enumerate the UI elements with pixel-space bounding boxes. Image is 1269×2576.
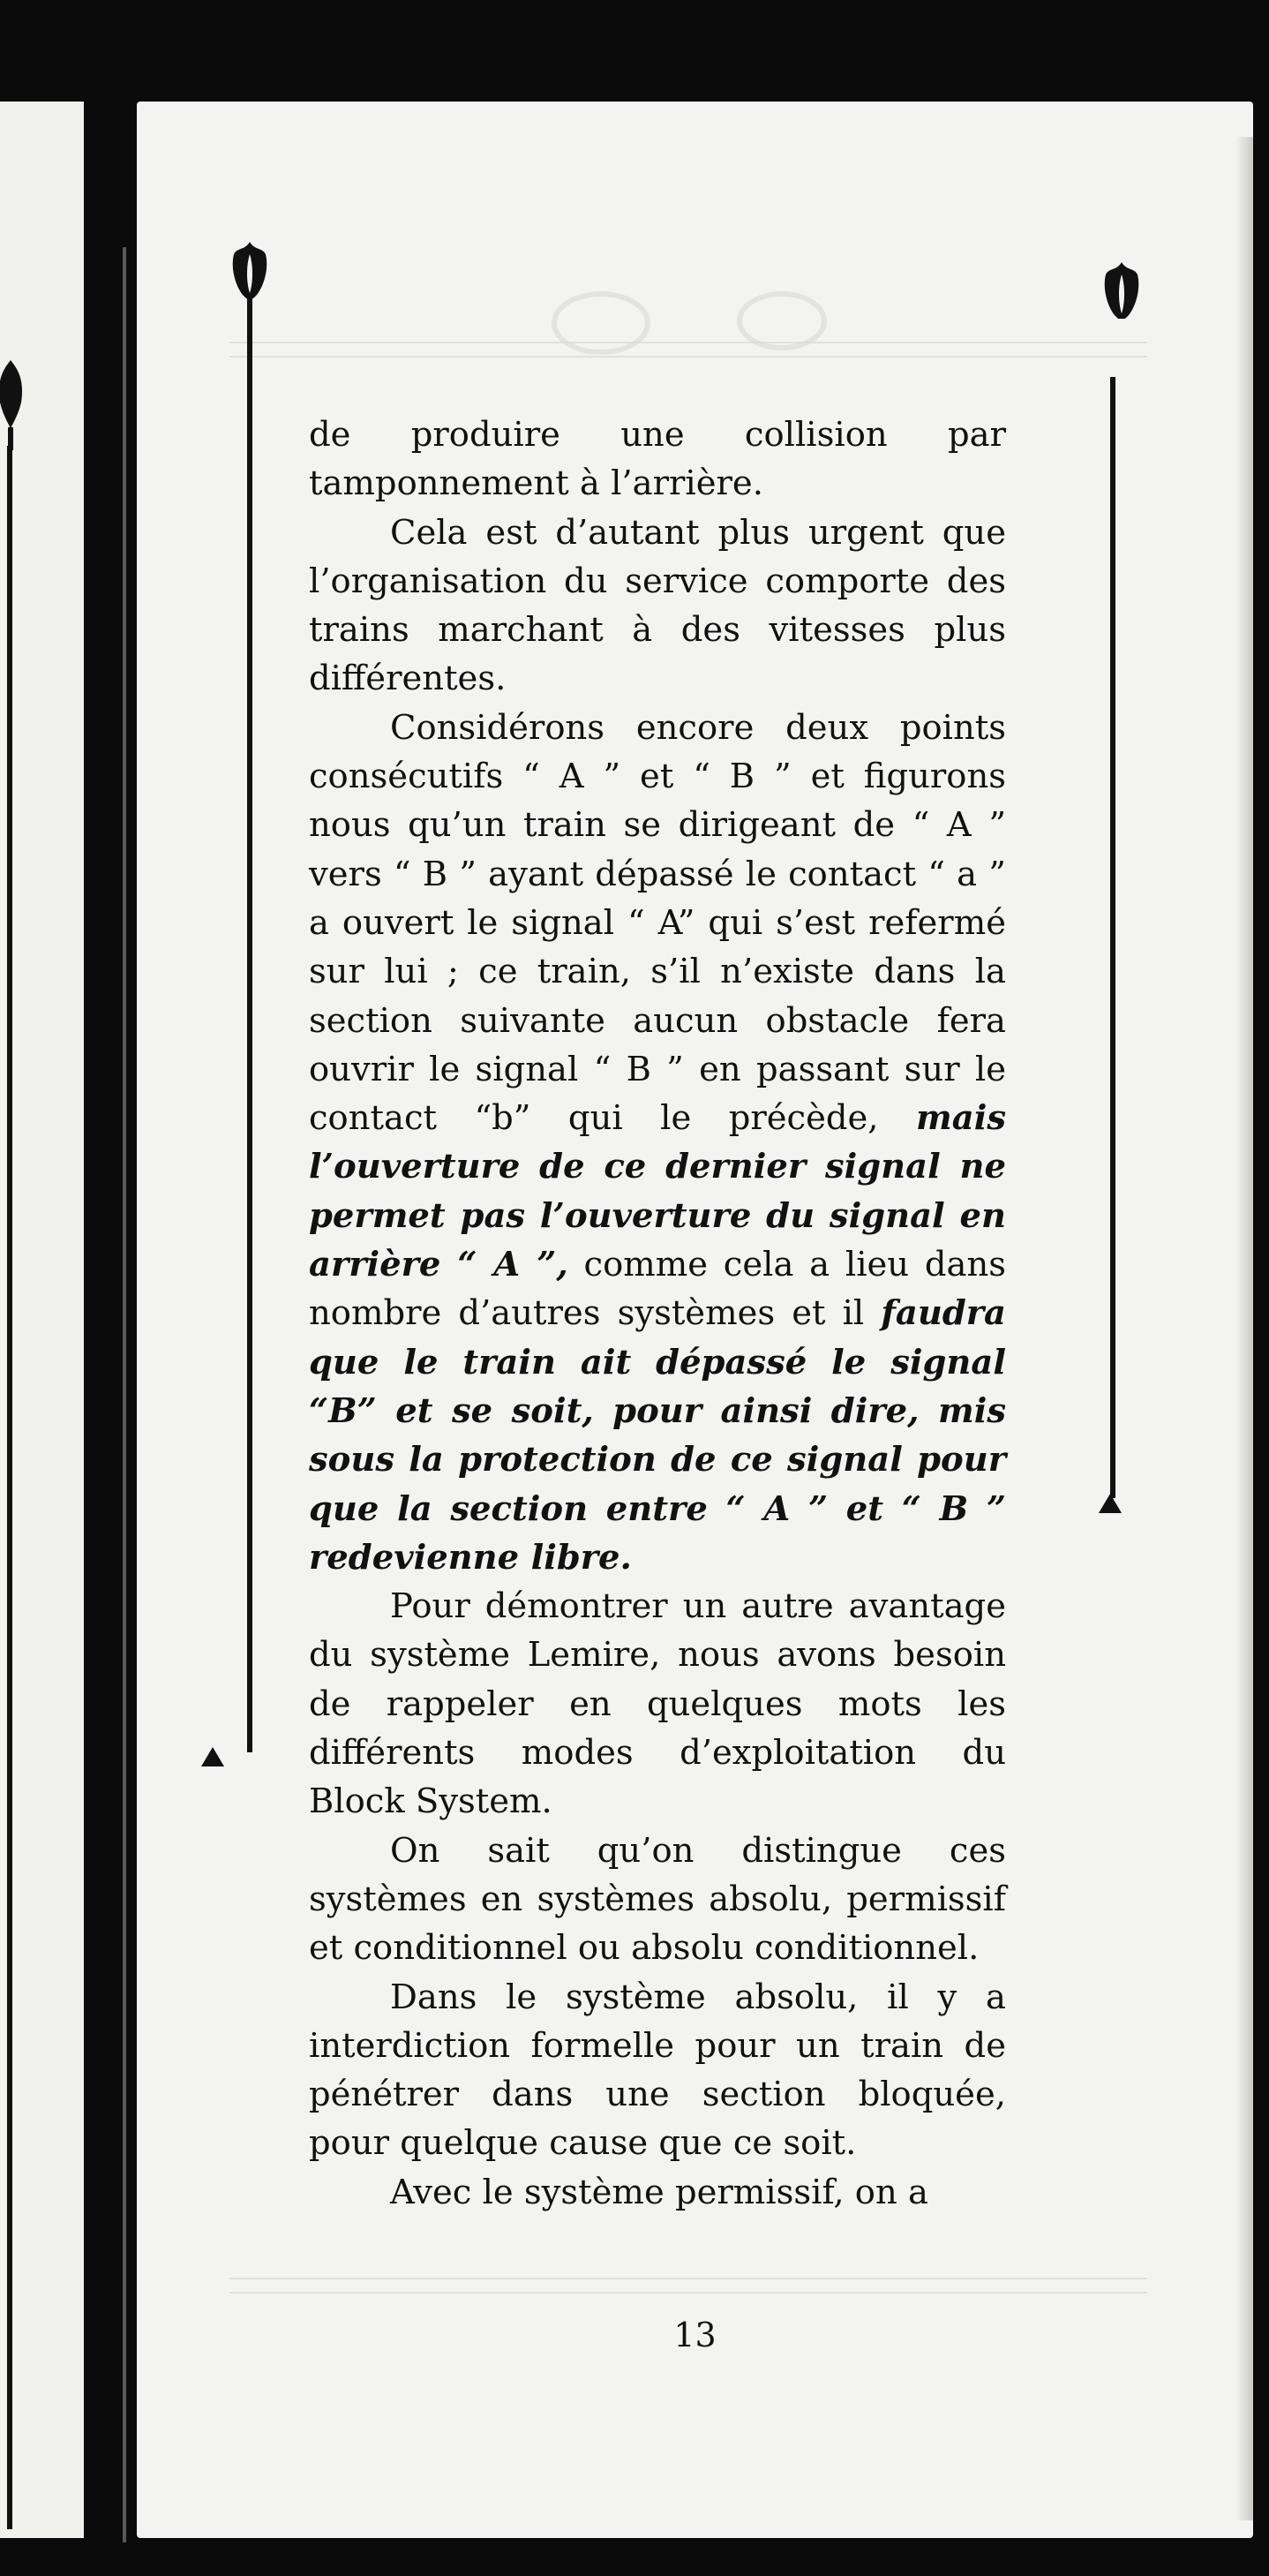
text-run: comme cela a lieu dans nombre d’autres systèmes et il — [309, 1245, 1006, 1334]
text-run: de produire une collision par tamponnement à l’arrière. — [309, 415, 1006, 504]
text-run: Dans le système absolu, il y a interdiction formelle pour un train de pénétrer dans une section bloquée, pour quelque cause que ce soit. — [309, 1977, 1006, 2164]
left-border-rule — [247, 318, 252, 1752]
text-run: Considérons encore deux points consécutifs “ A ” et “ B ” et figurons nous qu’un train se dirigeant de “ A ” vers “ B ” ayant dépassé le contact “ a ” a ouvert le signal “ A” qui s’est refermé sur lui ; ce train, s’il n’existe dans la section suivante aucun obstacle fera ouvrir le signal “ B ” en passant sur le contact “b” qui le précède, — [309, 707, 1006, 1139]
text-run: On sait qu’on distingue ces systèmes en systèmes absolu, permissif et conditionnel ou absolu conditionnel. — [309, 1830, 1006, 1969]
emphasized-text: mais l’ouverture de ce dernier signal ne permet pas l’ouverture du signal en arrière “ A ”, — [309, 1098, 1006, 1285]
paragraph — [309, 1827, 1006, 1973]
previous-page-edge — [0, 102, 84, 2538]
text-run: Avec le système permissif, on a — [390, 2172, 928, 2212]
body-text — [309, 411, 1006, 2217]
text-run: Pour démontrer un autre avantage du système Lemire, nous avons besoin de rappeler en quelques mots les différents modes d’exploitation du Block System. — [309, 1586, 1006, 1822]
decorative-frame-top — [229, 342, 1147, 358]
tulip-ornament-icon — [1097, 259, 1146, 356]
page-number: 13 — [673, 2316, 717, 2354]
paragraph — [309, 508, 1006, 704]
emphasized-text: faudra que le train ait dépassé le signal “B” et se soit, pour ainsi dire, mis sous la protection de ce signal pour que la section entre “ A ” et “ B ” redevienne libre. — [309, 1293, 1006, 1578]
arrowhead-icon — [199, 1745, 226, 1768]
previous-page-rule — [7, 446, 12, 2529]
page-edge-shadow — [1235, 137, 1253, 2520]
book-page — [137, 102, 1253, 2538]
right-border-rule — [1110, 377, 1115, 1498]
swirl-ornament-top-right — [737, 291, 827, 350]
paragraph — [309, 1973, 1006, 2168]
arrowhead-icon — [1097, 1492, 1123, 1515]
tulip-ornament-icon — [0, 353, 30, 450]
paragraph — [309, 411, 1006, 508]
paragraph — [309, 2168, 1006, 2217]
page-gutter — [84, 53, 137, 2576]
swirl-ornament-top — [552, 291, 650, 355]
text-run: Cela est d’autant plus urgent que l’organisation du service comporte des trains marchant à des vitesses plus différentes. — [309, 512, 1006, 699]
paragraph — [309, 1582, 1006, 1826]
paragraph — [309, 704, 1006, 1582]
decorative-frame-bottom — [229, 2278, 1147, 2294]
